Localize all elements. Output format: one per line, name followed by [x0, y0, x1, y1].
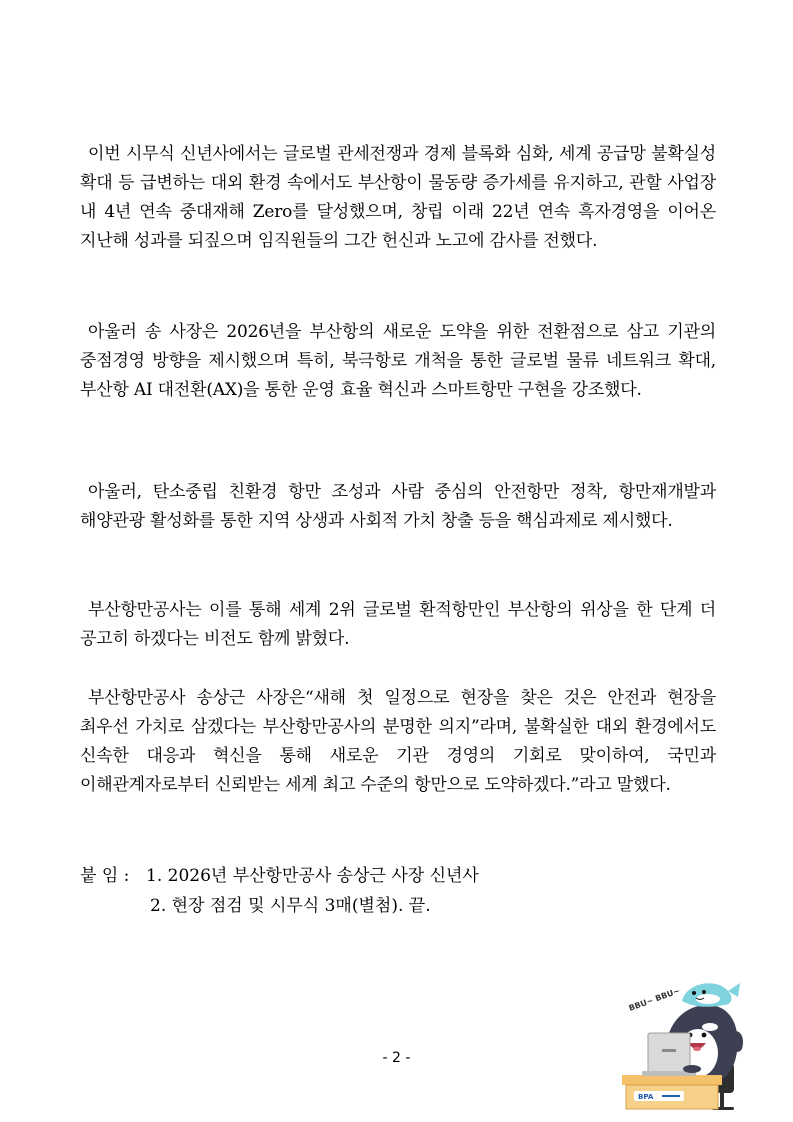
- attachment-row-1: [80, 861, 720, 891]
- paragraph-5: 부산항만공사 송상근 사장은“새해 첫 일정으로 현장을 찾은 것은 안전과 현장을 최우선 가치로 삼겠다는 부산항만공사의 분명한 의지”라며, 불확실한 대외 환경에서도 신속한 대응과 혁신을 통해 새로운 기관 경영의 기회로 맞이하여, 국민과 이해관계자로부터 신뢰받는 세계 최고 수준의 항만으로 도약하겠다.”라고 말했다.: [80, 688, 716, 795]
- sound-effect-text: [628, 986, 681, 1013]
- attachments-section: [80, 861, 720, 921]
- attachment-row-2: [80, 891, 720, 921]
- paragraph-4: 부산항만공사는 이를 통해 세계 2위 글로벌 환적항만인 부산항의 위상을 한 단계 더 공고히 하겠다는 비전도 함께 밝혔다.: [80, 600, 716, 649]
- page-number: - 2 -: [382, 1050, 411, 1066]
- desk-icon: [622, 1075, 722, 1109]
- paragraph-2: 아울러 송 사장은 2026년을 부산항의 새로운 도약을 위한 전환점으로 삼고 기관의 중점경영 방향을 제시했으며 특히, 북극항로 개척을 통한 글로벌 물류 네트워크 확대, 부산항 AI 대전환(AX)을 통한 운영 효율 혁신과 스마트항만 구현을 강조했다.: [80, 322, 716, 400]
- whale-fins-icon: [683, 1065, 701, 1073]
- paragraph-1: 이번 시무식 신년사에서는 글로벌 관세전쟁과 경제 블록화 심화, 세계 공급망 불확실성 확대 등 급변하는 대외 환경 속에서도 부산항이 물동량 증가세를 유지하고, 관할 사업장 내 4년 연속 중대재해 Zero를 달성했으며, 창립 이래 22년 연속 흑자경영을 이어온 지난해 성과를 되짚으며 임직원들의 그간 헌신과 노고에 감사를 전했다.: [80, 144, 716, 251]
- paragraph-3: 아울러, 탄소중립 친환경 항만 조성과 사람 중심의 안전항만 정착, 항만재개발과 해양관광 활성화를 통한 지역 상생과 사회적 가치 창출 등을 핵심과제로 제시했다.: [80, 482, 716, 531]
- fish-hat-icon: [682, 983, 740, 1007]
- attachments-label: 붙 임 :: [80, 866, 130, 886]
- attachment-item-1: 1. 2026년 부산항만공사 송상근 사장 신년사: [146, 866, 479, 886]
- bubble-text: BBU~ BBU~: [627, 986, 682, 1013]
- mascot-illustration: [608, 965, 748, 1115]
- desk-logo-text: BPA: [638, 1093, 654, 1101]
- attachment-item-2: 2. 현장 점검 및 시무식 3매(별첨). 끝.: [150, 896, 431, 916]
